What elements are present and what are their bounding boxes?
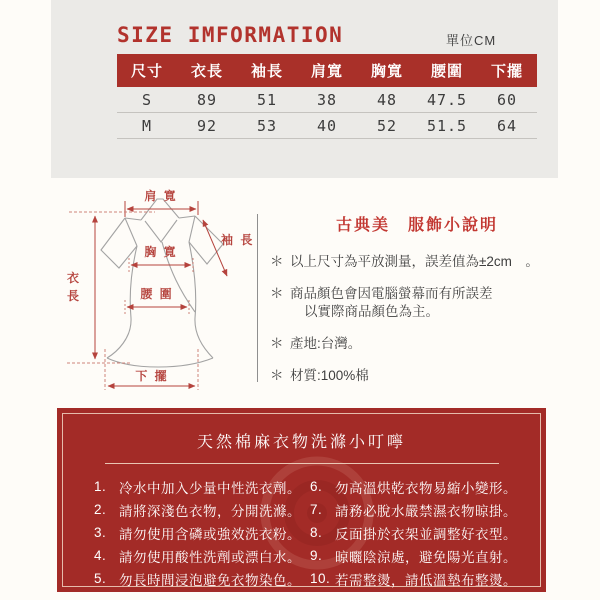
care-tips-box [57, 408, 546, 592]
col-shoulder-width: 肩寬 [310, 63, 343, 80]
note-text: 商品顏色會因電腦螢幕而有所誤差 以實際商品顏色為主。 [290, 286, 493, 319]
asterisk-bullet: ＊ [270, 336, 284, 351]
vertical-divider [257, 214, 258, 382]
asterisk-bullet: ＊ [270, 368, 284, 383]
table-row [117, 87, 537, 113]
row-m-size: M [141, 116, 153, 135]
unit-label: 單位CM [446, 33, 497, 48]
col-sleeve-length: 袖長 [250, 63, 283, 80]
care-item: 4. 請勿使用酸性洗劑或漂白水。 [94, 548, 301, 565]
note-item [270, 253, 586, 271]
care-item: 5. 勿長時間浸泡避免衣物染色。 [94, 571, 301, 588]
row-s-val: 47.5 [426, 90, 468, 109]
row-s-val: 51 [256, 90, 278, 109]
care-item: 2. 請將深淺色衣物，分開洗滌。 [94, 502, 301, 519]
care-list-right [310, 475, 517, 590]
care-item: 10. 若需整燙，請低溫墊布整燙。 [310, 571, 517, 588]
care-item: 9. 晾曬陰涼處，避免陽光直射。 [310, 548, 517, 565]
row-m-val: 92 [196, 116, 218, 135]
sleeve-length-label: 袖 長 [221, 233, 255, 247]
asterisk-bullet: ＊ [270, 254, 284, 269]
col-garment-length: 衣長 [190, 63, 223, 80]
care-list-left [94, 475, 310, 590]
notes-section [270, 212, 586, 399]
care-list [57, 464, 546, 590]
col-size: 尺寸 [130, 63, 163, 80]
table-row [117, 113, 537, 139]
care-item: 1. 冷水中加入少量中性洗衣劑。 [94, 479, 301, 496]
length-label-char2: 長 [67, 289, 80, 303]
size-table [117, 54, 537, 139]
care-item: 8. 反面掛於衣架並調整好衣型。 [310, 525, 517, 542]
size-info-panel [51, 0, 558, 178]
length-label-char1: 衣 [67, 271, 80, 285]
hem-label: 下 擺 [135, 369, 169, 383]
size-section-title: SIZE IMFORMATION [117, 23, 344, 47]
care-item: 7. 請務必脫水嚴禁濕衣物晾掛。 [310, 502, 517, 519]
row-m-val: 53 [256, 116, 278, 135]
note-item [270, 367, 586, 385]
shoulder-width-label: 肩 寬 [144, 189, 178, 203]
care-title: 天然棉麻衣物洗滌小叮嚀 [196, 434, 406, 451]
note-item [270, 285, 586, 321]
note-text: 以上尺寸為平放測量，誤差值為±2cm 。 [290, 254, 539, 269]
row-s-size: S [141, 90, 153, 109]
garment-diagram [55, 186, 257, 398]
row-s-val: 89 [196, 90, 218, 109]
row-m-val: 40 [316, 116, 338, 135]
row-s-val: 60 [496, 90, 518, 109]
chest-width-label: 胸 寬 [144, 245, 178, 259]
col-hem: 下擺 [490, 63, 523, 80]
notes-title: 古典美 服飾小說明 [336, 217, 499, 234]
row-s-val: 48 [376, 90, 398, 109]
col-chest-width: 胸寬 [370, 63, 403, 80]
care-item: 6. 勿高溫烘乾衣物易縮小變形。 [310, 479, 517, 496]
col-waist: 腰圍 [430, 63, 463, 80]
row-m-val: 52 [376, 116, 398, 135]
note-text: 材質:100%棉 [290, 368, 369, 383]
care-item: 3. 請勿使用含磷或強效洗衣粉。 [94, 525, 301, 542]
asterisk-bullet: ＊ [270, 286, 284, 301]
waist-label: 腰 圍 [140, 287, 174, 301]
row-m-val: 51.5 [426, 116, 468, 135]
row-s-val: 38 [316, 90, 338, 109]
size-table-header-row [117, 54, 537, 87]
row-m-val: 64 [496, 116, 518, 135]
note-item [270, 335, 586, 353]
note-text: 產地:台灣。 [290, 336, 362, 351]
